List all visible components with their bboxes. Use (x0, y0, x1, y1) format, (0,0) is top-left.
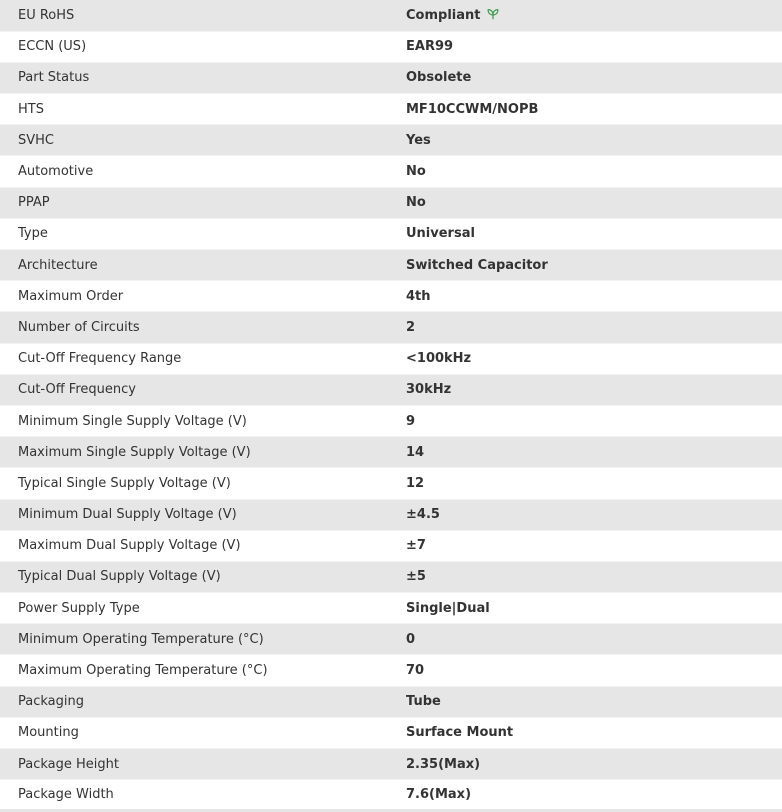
row-value: EAR99 (406, 31, 782, 62)
row-label: HTS (0, 94, 406, 125)
row-label: Typical Dual Supply Voltage (V) (0, 561, 406, 592)
row-value: 7.6(Max) (406, 780, 782, 811)
table-row (0, 749, 782, 780)
table-row (0, 780, 782, 811)
table-row (0, 686, 782, 717)
row-label: Maximum Single Supply Voltage (V) (0, 437, 406, 468)
row-label: Maximum Order (0, 281, 406, 312)
table-row (0, 655, 782, 686)
table-row (0, 94, 782, 125)
row-label: Maximum Dual Supply Voltage (V) (0, 530, 406, 561)
row-value: 4th (406, 281, 782, 312)
row-value: No (406, 156, 782, 187)
row-label: Typical Single Supply Voltage (V) (0, 468, 406, 499)
table-row (0, 405, 782, 436)
table-row (0, 717, 782, 748)
row-value (406, 0, 782, 31)
table-row (0, 31, 782, 62)
table-row (0, 281, 782, 312)
table-row (0, 499, 782, 530)
row-value: ±5 (406, 561, 782, 592)
row-value: Universal (406, 218, 782, 249)
row-value: Yes (406, 125, 782, 156)
row-label: ECCN (US) (0, 31, 406, 62)
row-label: SVHC (0, 125, 406, 156)
row-value: No (406, 187, 782, 218)
row-label: EU RoHS (0, 0, 406, 31)
row-value: 12 (406, 468, 782, 499)
row-value: 2.35(Max) (406, 749, 782, 780)
row-label: Minimum Dual Supply Voltage (V) (0, 499, 406, 530)
row-label: Architecture (0, 250, 406, 281)
row-label: Minimum Operating Temperature (°C) (0, 624, 406, 655)
table-row (0, 624, 782, 655)
rohs-status-text: Compliant (406, 8, 481, 24)
table-row (0, 0, 782, 31)
table-row (0, 312, 782, 343)
row-label: PPAP (0, 187, 406, 218)
row-value: Tube (406, 686, 782, 717)
row-value: ±4.5 (406, 499, 782, 530)
row-value: Surface Mount (406, 717, 782, 748)
row-label: Automotive (0, 156, 406, 187)
row-value: 14 (406, 437, 782, 468)
row-label: Power Supply Type (0, 593, 406, 624)
row-label: Cut-Off Frequency Range (0, 343, 406, 374)
row-value: Single|Dual (406, 593, 782, 624)
table-row (0, 374, 782, 405)
row-label: Part Status (0, 62, 406, 93)
table-row (0, 62, 782, 93)
row-value: 30kHz (406, 374, 782, 405)
row-label: Package Width (0, 780, 406, 811)
row-value: Obsolete (406, 62, 782, 93)
row-label: Minimum Single Supply Voltage (V) (0, 405, 406, 436)
row-label: Package Height (0, 749, 406, 780)
row-value: Switched Capacitor (406, 250, 782, 281)
table-row (0, 156, 782, 187)
row-value: MF10CCWM/NOPB (406, 94, 782, 125)
table-row (0, 561, 782, 592)
leaf-icon (486, 7, 500, 21)
row-label: Packaging (0, 686, 406, 717)
row-label: Type (0, 218, 406, 249)
row-label: Number of Circuits (0, 312, 406, 343)
table-row (0, 343, 782, 374)
table-row (0, 218, 782, 249)
row-label: Cut-Off Frequency (0, 374, 406, 405)
row-value: 70 (406, 655, 782, 686)
table-row (0, 530, 782, 561)
table-row (0, 593, 782, 624)
table-row (0, 125, 782, 156)
table-row (0, 437, 782, 468)
row-value: 0 (406, 624, 782, 655)
row-value: 2 (406, 312, 782, 343)
table-row (0, 187, 782, 218)
table-row (0, 468, 782, 499)
row-value: <100kHz (406, 343, 782, 374)
row-label: Maximum Operating Temperature (°C) (0, 655, 406, 686)
row-label: Mounting (0, 717, 406, 748)
table-row (0, 250, 782, 281)
row-value: ±7 (406, 530, 782, 561)
row-value: 9 (406, 405, 782, 436)
